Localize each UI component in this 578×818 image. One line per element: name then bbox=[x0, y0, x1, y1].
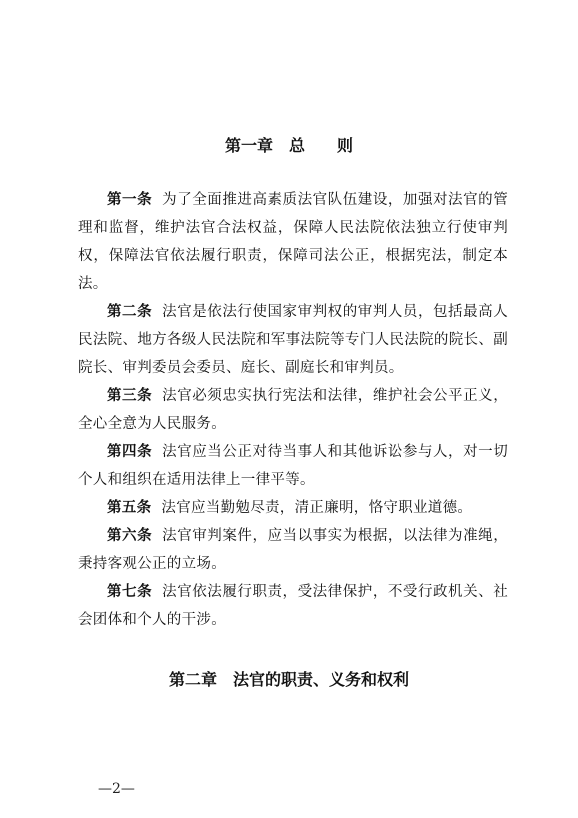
article-3 bbox=[78, 382, 508, 438]
article-3-text: 法官必须忠实执行宪法和法律，维护社会公平正义，全心全意为人民服务。 bbox=[78, 388, 508, 432]
article-5-number: 第五条 bbox=[107, 500, 152, 516]
article-2-number: 第二条 bbox=[107, 304, 153, 320]
article-6-text: 法官审判案件，应当以事实为根据，以法律为准绳，秉持客观公正的立场。 bbox=[78, 528, 508, 572]
article-2 bbox=[78, 298, 508, 382]
article-7 bbox=[78, 578, 508, 634]
article-4-text: 法官应当公正对待当事人和其他诉讼参与人，对一切个人和组织在适用法律上一律平等。 bbox=[78, 444, 508, 488]
article-6-number: 第六条 bbox=[107, 528, 153, 544]
article-1-text: 为了全面推进高素质法官队伍建设，加强对法官的管理和监督，维护法官合法权益，保障人民法院依法独立行使审判权，保障法官依法履行职责，保障司法公正，根据宪法，制定本法。 bbox=[78, 192, 508, 292]
article-2-text: 法官是依法行使国家审判权的审判人员，包括最高人民法院、地方各级人民法院和军事法院等专门人民法院的院长、副院长、审判委员会委员、庭长、副庭长和审判员。 bbox=[78, 304, 508, 376]
chapter-two-heading: 第二章 法官的职责、义务和权利 bbox=[168, 670, 409, 689]
article-5-text: 法官应当勤勉尽责，清正廉明，恪守职业道德。 bbox=[161, 500, 473, 516]
page-number: —2— bbox=[98, 781, 135, 797]
article-1 bbox=[78, 186, 508, 298]
article-7-text: 法官依法履行职责，受法律保护，不受行政机关、社会团体和个人的干涉。 bbox=[78, 584, 508, 628]
article-4-number: 第四条 bbox=[107, 444, 153, 460]
article-4 bbox=[78, 438, 508, 494]
article-5 bbox=[78, 494, 508, 522]
article-7-number: 第七条 bbox=[107, 584, 153, 600]
chapter-one-heading: 第一章 总 则 bbox=[224, 136, 353, 155]
article-6 bbox=[78, 522, 508, 578]
article-3-number: 第三条 bbox=[107, 388, 153, 404]
article-1-number: 第一条 bbox=[107, 192, 153, 208]
